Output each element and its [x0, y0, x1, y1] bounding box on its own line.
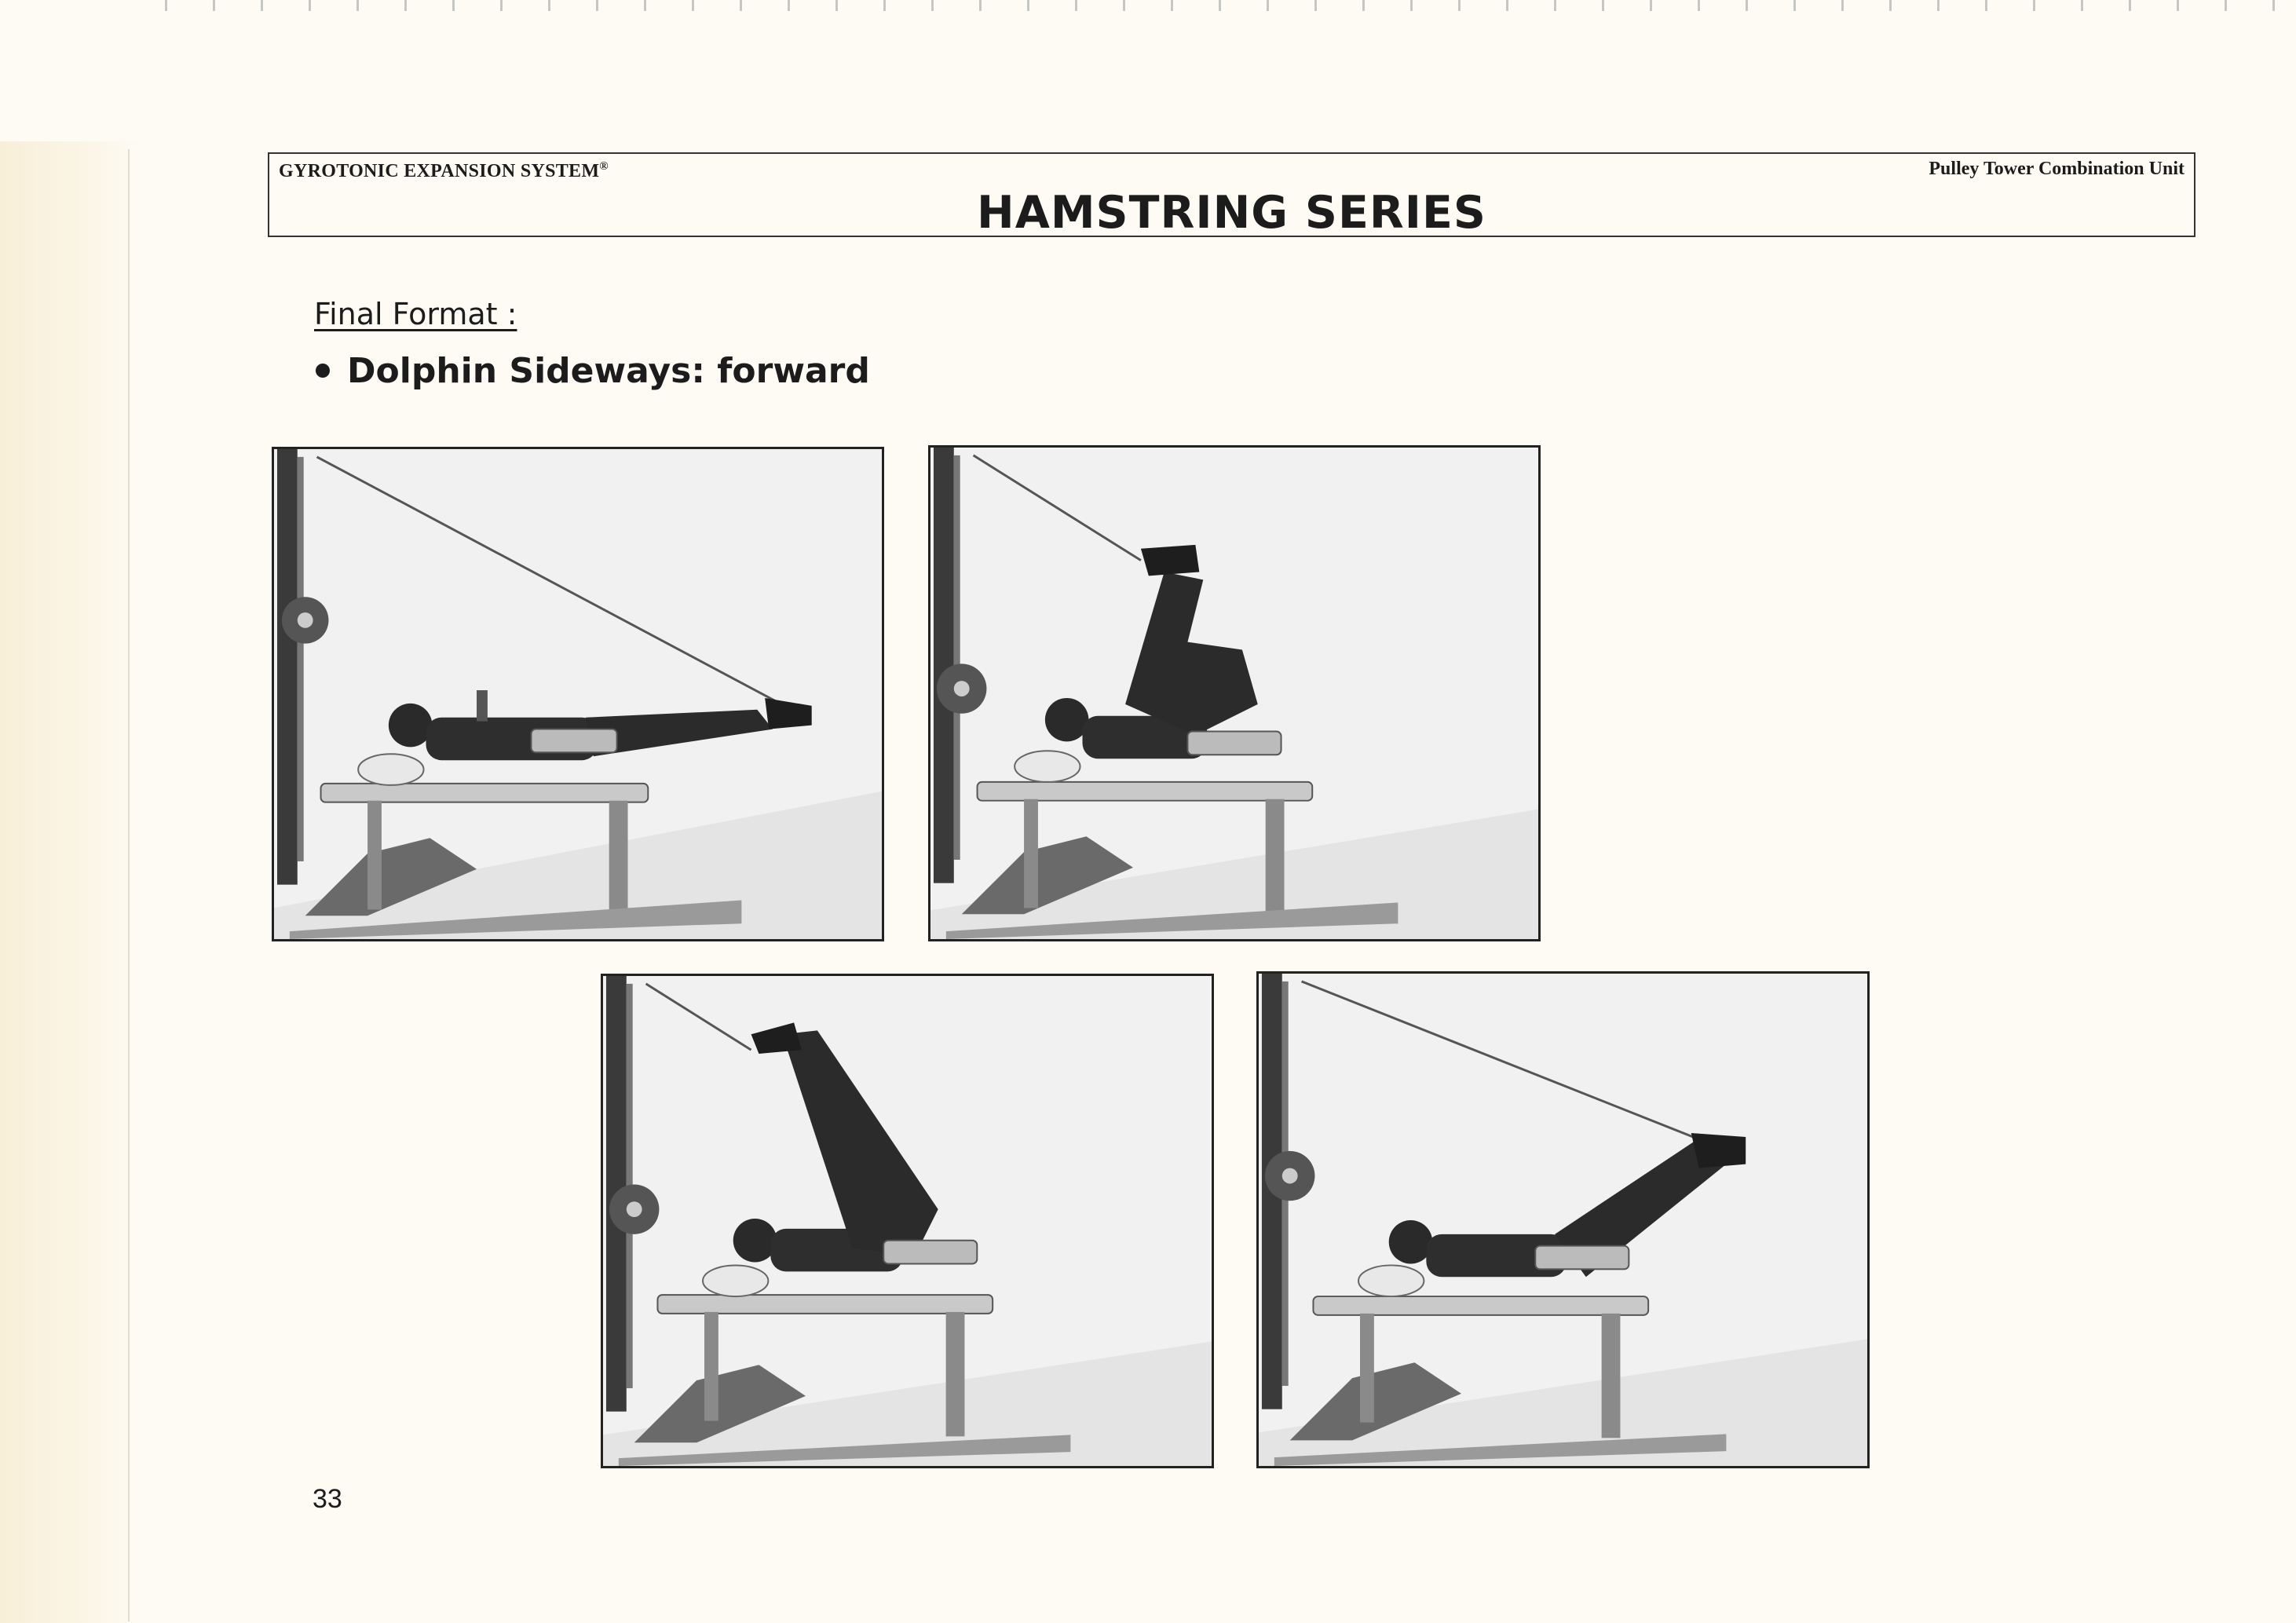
page-edge-shading: [0, 141, 141, 1623]
page-number: 33: [313, 1484, 342, 1514]
unit-name: Pulley Tower Combination Unit: [1929, 159, 2184, 179]
binding-ticks: [165, 0, 2296, 11]
exercise-photo-2: [928, 445, 1541, 941]
registered-mark: ®: [599, 160, 609, 173]
bullet-icon: [316, 364, 330, 378]
header-box: [268, 152, 2195, 237]
format-label: Final Format :: [314, 297, 517, 331]
system-name: GYROTONIC EXPANSION SYSTEM®: [279, 160, 609, 181]
page-crease: [128, 149, 130, 1621]
series-title: HAMSTRING SERIES: [977, 187, 1486, 239]
exercise-photo-3: [601, 974, 1214, 1468]
exercise-photo-4: [1256, 971, 1870, 1468]
exercise-name: Dolphin Sideways: forward: [347, 351, 870, 391]
exercise-item: [316, 351, 870, 391]
exercise-photo-1: [272, 447, 884, 941]
